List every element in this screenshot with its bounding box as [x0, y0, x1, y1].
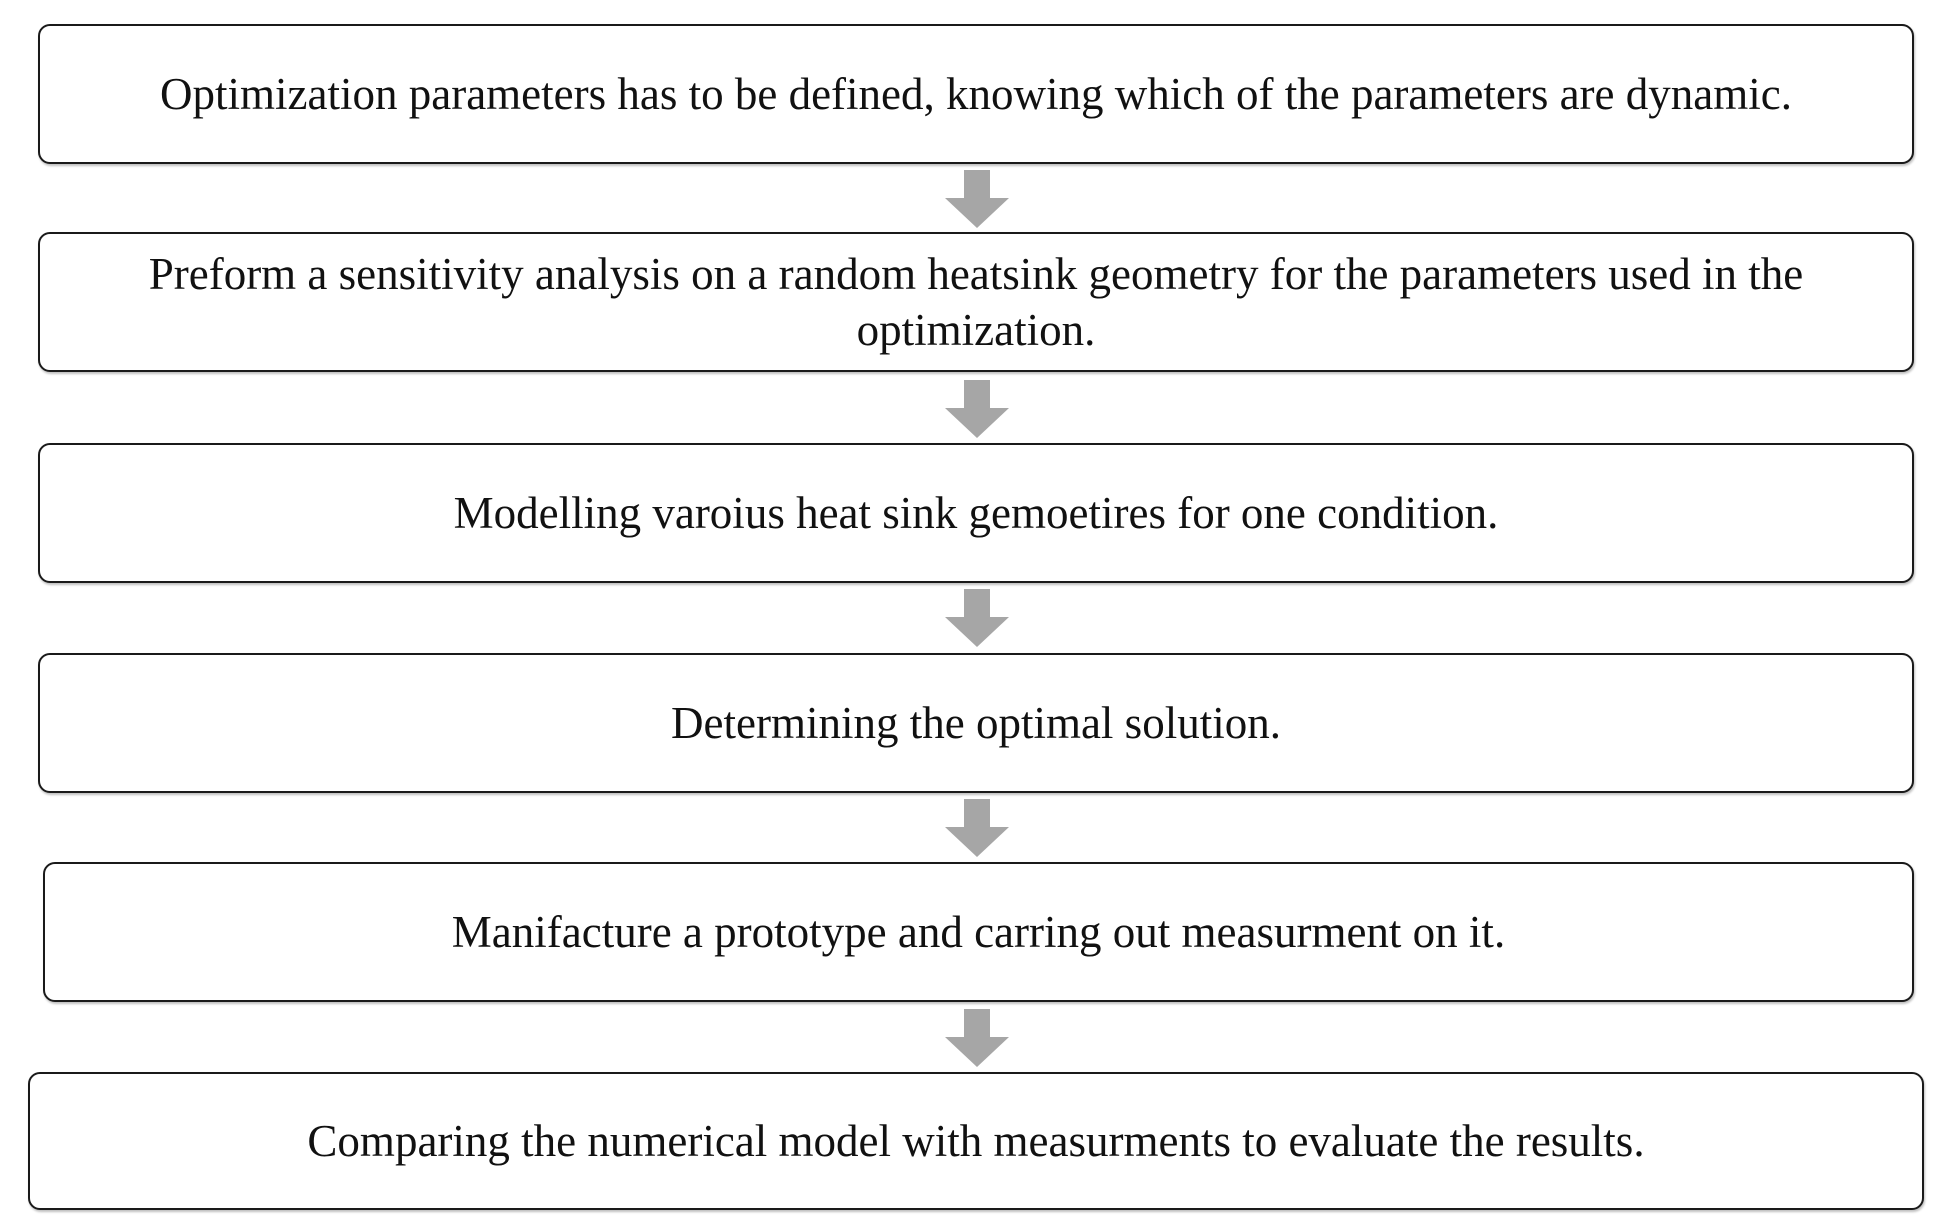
down-arrow-icon [945, 380, 1009, 438]
flow-step-1 [38, 24, 1914, 164]
flow-step-4-text: Determining the optimal solution. [671, 698, 1281, 748]
flow-step-5-text: Manifacture a prototype and carring out measurment on it. [451, 907, 1506, 957]
flow-step-3 [38, 443, 1914, 583]
flow-step-6 [28, 1072, 1924, 1210]
flow-step-3-text: Modelling varoius heat sink gemoetires for one condition. [453, 488, 1499, 538]
down-arrow-icon [945, 589, 1009, 647]
down-arrow-icon [945, 799, 1009, 857]
flow-step-6-text: Comparing the numerical model with measurments to evaluate the results. [307, 1116, 1645, 1166]
down-arrow-icon [945, 170, 1009, 228]
flow-step-1-text: Optimization parameters has to be defined, knowing which of the parameters are dynamic. [160, 69, 1792, 119]
flow-step-2 [38, 232, 1914, 372]
flow-step-5 [43, 862, 1914, 1002]
down-arrow-icon [945, 1009, 1009, 1067]
flow-step-2-text: Preform a sensitivity analysis on a random heatsink geometry for the parameters used in the optimization. [148, 249, 1804, 355]
flow-step-4 [38, 653, 1914, 793]
